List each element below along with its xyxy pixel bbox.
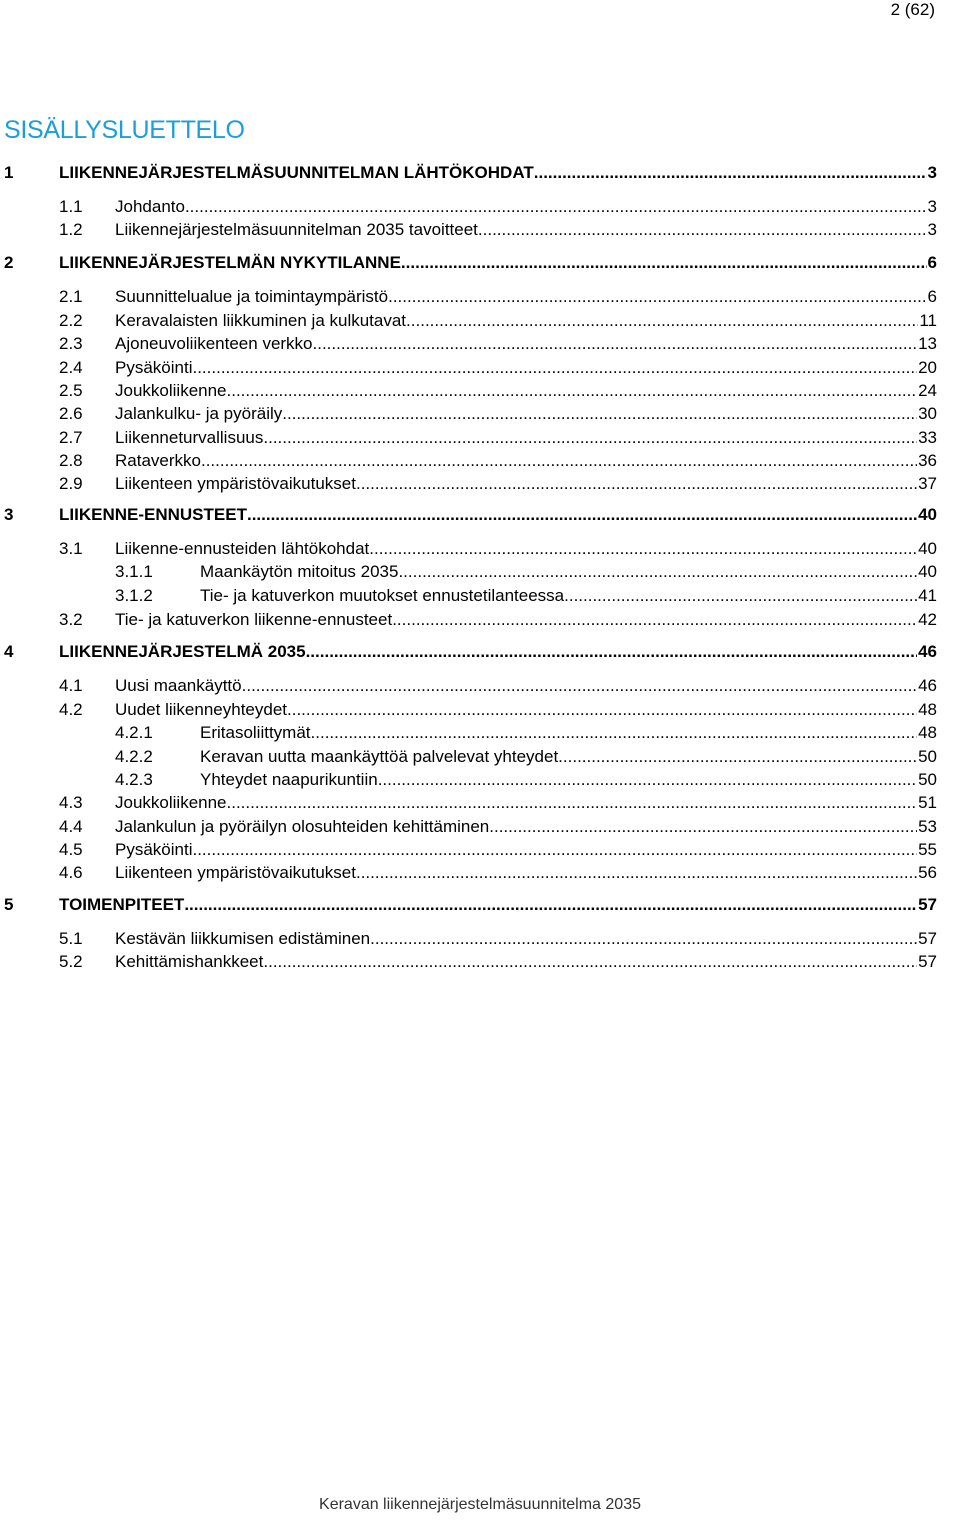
- toc-entry-number: 1.2: [59, 220, 83, 239]
- toc-entry-page: 20: [918, 358, 937, 377]
- toc-dot-leader: [287, 699, 917, 721]
- toc-dot-leader: [227, 792, 918, 814]
- toc-entry-line: [115, 699, 937, 721]
- toc-entry-page: 36: [918, 451, 937, 470]
- toc-entry-number: 4.2: [59, 700, 83, 719]
- toc-entry-title: Maankäytön mitoitus 2035: [200, 562, 399, 581]
- toc-entry[interactable]: [0, 357, 960, 379]
- toc-entry-title: Suunnittelualue ja toimintaympäristö: [115, 287, 389, 306]
- toc-dot-leader: [388, 286, 926, 308]
- toc-entry-number: 3: [4, 505, 14, 524]
- toc-entry-number: 5.1: [59, 929, 83, 948]
- toc-entry-line: [59, 252, 937, 274]
- toc-entry-page: 37: [918, 474, 937, 493]
- toc-entry-number: 4: [4, 642, 14, 661]
- toc-entry-number: 5: [4, 895, 14, 914]
- toc-entry-number: 1: [4, 163, 14, 182]
- toc-dot-leader: [192, 357, 917, 379]
- toc-entry-number: 2.6: [59, 404, 83, 423]
- toc-entry-page: 48: [918, 700, 937, 719]
- toc-entry-page: 40: [918, 539, 937, 558]
- toc-entry-line: [115, 196, 937, 218]
- toc-entry[interactable]: [0, 450, 960, 472]
- toc-entry[interactable]: [0, 722, 960, 744]
- toc-entry-number: 3.1.1: [115, 562, 153, 581]
- toc-entry[interactable]: [0, 585, 960, 607]
- toc-entry-page: 57: [918, 929, 937, 948]
- toc-entry[interactable]: [0, 816, 960, 838]
- toc-entry-page: 55: [918, 840, 937, 859]
- footer-text: Keravan liikennejärjestelmäsuunnitelma 2035: [319, 1496, 641, 1513]
- toc-entry[interactable]: [0, 473, 960, 495]
- toc-entry-number: 3.1: [59, 539, 83, 558]
- toc-entry-number: 2.8: [59, 451, 83, 470]
- toc-entry-number: 5.2: [59, 952, 83, 971]
- toc-entry-title: Kestävän liikkumisen edistäminen: [115, 929, 371, 948]
- toc-entry-title: Eritasoliittymät: [200, 723, 311, 742]
- toc-entry-title: Liikenne-ennusteiden lähtökohdat: [115, 539, 370, 558]
- toc-entry-line: [200, 746, 937, 768]
- toc-dot-leader: [282, 403, 917, 425]
- toc-dot-leader: [184, 894, 917, 916]
- toc-entry-page: 3: [927, 197, 937, 216]
- toc-entry-number: 2.5: [59, 381, 83, 400]
- toc-entry-number: 1.1: [59, 197, 83, 216]
- toc-dot-leader: [406, 310, 918, 332]
- toc-entry-title: LIIKENNEJÄRJESTELMÄSUUNNITELMAN LÄHTÖKOHDAT: [59, 163, 534, 182]
- toc-entry[interactable]: [0, 252, 960, 274]
- toc-entry-title: Keravalaisten liikkuminen ja kulkutavat: [115, 311, 407, 330]
- toc-entry-page: 40: [918, 505, 937, 524]
- toc-entry-page: 57: [918, 952, 937, 971]
- toc-entry-line: [115, 450, 937, 472]
- toc-dot-leader: [185, 196, 927, 218]
- toc-dot-leader: [392, 609, 917, 631]
- toc-entry-page: 3: [927, 220, 937, 239]
- toc-entry-number: 2: [4, 253, 14, 272]
- toc-entry-title: Pysäköinti: [115, 358, 193, 377]
- toc-dot-leader: [564, 585, 917, 607]
- toc-entry-title: Jalankulku- ja pyöräily: [115, 404, 283, 423]
- toc-entry-line: [115, 427, 937, 449]
- toc-entry-number: 4.3: [59, 793, 83, 812]
- toc-entry-number: 4.2.2: [115, 747, 153, 766]
- toc-dot-leader: [263, 427, 917, 449]
- toc-entry-page: 46: [918, 642, 937, 661]
- toc-entry-page: 24: [918, 381, 937, 400]
- toc-entry-page: 50: [918, 770, 937, 789]
- toc-entry-line: [115, 473, 937, 495]
- toc-entry-page: 40: [918, 562, 937, 581]
- toc-entry-line: [115, 951, 937, 973]
- toc-entry-page: 53: [918, 817, 937, 836]
- toc-entry-number: 4.2.3: [115, 770, 153, 789]
- toc-entry-number: 2.9: [59, 474, 83, 493]
- toc-entry[interactable]: [0, 561, 960, 583]
- toc-dot-leader: [356, 862, 917, 884]
- toc-entry-title: Joukkoliikenne: [115, 793, 227, 812]
- toc-entry-line: [115, 792, 937, 814]
- toc-entry-title: Liikennejärjestelmäsuunnitelman 2035 tavoitteet: [115, 220, 478, 239]
- toc-dot-leader: [534, 162, 927, 184]
- toc-dot-leader: [311, 722, 918, 744]
- toc-entry[interactable]: [0, 951, 960, 973]
- toc-entry-number: 4.1: [59, 676, 83, 695]
- toc-entry-page: 56: [918, 863, 937, 882]
- toc-entry-title: Ajoneuvoliikenteen verkko: [115, 334, 313, 353]
- toc-entry-page: 13: [918, 334, 937, 353]
- toc-entry[interactable]: [0, 196, 960, 218]
- toc-entry-number: 2.7: [59, 428, 83, 447]
- toc-dot-leader: [313, 333, 918, 355]
- toc-entry-line: [115, 839, 937, 861]
- toc-entry-page: 57: [918, 895, 937, 914]
- toc-entry-line: [200, 585, 937, 607]
- toc-entry-title: Yhteydet naapurikuntiin: [200, 770, 378, 789]
- toc-entry[interactable]: [0, 609, 960, 631]
- toc-entry-line: [59, 894, 937, 916]
- toc-entry-line: [115, 219, 937, 241]
- toc-entry-number: 2.3: [59, 334, 83, 353]
- toc-entry-line: [115, 380, 937, 402]
- toc-entry-page: 51: [918, 793, 937, 812]
- toc-entry[interactable]: [0, 504, 960, 526]
- toc-entry-line: [200, 722, 937, 744]
- toc-entry-page: 33: [918, 428, 937, 447]
- toc-entry-line: [115, 357, 937, 379]
- toc-entry[interactable]: [0, 219, 960, 241]
- toc-entry-title: Jalankulun ja pyöräilyn olosuhteiden kehittäminen: [115, 817, 490, 836]
- toc-entry-title: LIIKENNEJÄRJESTELMÄN NYKYTILANNE: [59, 253, 401, 272]
- toc-entry-page: 46: [918, 676, 937, 695]
- toc-entry-line: [115, 403, 937, 425]
- toc-entry-line: [115, 675, 937, 697]
- toc-entry-line: [59, 641, 937, 663]
- toc-entry-title: Kehittämishankkeet: [115, 952, 264, 971]
- toc-dot-leader: [242, 675, 917, 697]
- toc-entry-title: Uusi maankäyttö: [115, 676, 242, 695]
- toc-entry-title: LIIKENNE-ENNUSTEET: [59, 505, 247, 524]
- toc-dot-leader: [227, 380, 918, 402]
- toc-entry[interactable]: [0, 928, 960, 950]
- toc-entry-line: [115, 816, 937, 838]
- toc-entry-title: Liikenteen ympäristövaikutukset: [115, 863, 356, 882]
- toc-entry[interactable]: [0, 538, 960, 560]
- toc-entry-page: 30: [918, 404, 937, 423]
- toc-entry-page: 6: [927, 287, 937, 306]
- toc-entry-number: 3.1.2: [115, 586, 153, 605]
- toc-entry[interactable]: [0, 839, 960, 861]
- toc-entry-line: [200, 561, 937, 583]
- toc-entry-number: 4.6: [59, 863, 83, 882]
- toc-entry-line: [115, 333, 937, 355]
- toc-dot-leader: [356, 473, 917, 495]
- toc-entry-title: Liikenteen ympäristövaikutukset: [115, 474, 356, 493]
- toc-dot-leader: [370, 928, 917, 950]
- toc-entry[interactable]: [0, 162, 960, 184]
- toc-entry[interactable]: [0, 746, 960, 768]
- toc-entry-page: 50: [918, 747, 937, 766]
- toc-entry-line: [115, 862, 937, 884]
- toc-dot-leader: [398, 561, 917, 583]
- toc-entry-line: [115, 609, 937, 631]
- toc-entry[interactable]: [0, 894, 960, 916]
- toc-entry[interactable]: [0, 641, 960, 663]
- toc-dot-leader: [263, 951, 917, 973]
- toc-entry-title: Pysäköinti: [115, 840, 193, 859]
- toc-entry-title: Keravan uutta maankäyttöä palvelevat yhteydet: [200, 747, 559, 766]
- toc-entry-title: Liikenneturvallisuus: [115, 428, 264, 447]
- toc-entry[interactable]: [0, 699, 960, 721]
- toc-entry-line: [115, 286, 937, 308]
- toc-entry-number: 2.4: [59, 358, 83, 377]
- toc-entry-page: 41: [918, 586, 937, 605]
- toc-entry-title: Johdanto: [115, 197, 185, 216]
- toc-entry-line: [59, 504, 937, 526]
- toc-entry-page: 48: [918, 723, 937, 742]
- toc-dot-leader: [247, 504, 917, 526]
- toc-entry[interactable]: [0, 769, 960, 791]
- toc-dot-leader: [489, 816, 917, 838]
- toc-entry-title: TOIMENPITEET: [59, 895, 185, 914]
- toc-dot-leader: [306, 641, 918, 663]
- toc-entry-title: Uudet liikenneyhteydet: [115, 700, 288, 719]
- toc-entry-number: 4.2.1: [115, 723, 153, 742]
- toc-entry-page: 3: [927, 163, 937, 182]
- toc-entry-page: 6: [927, 253, 937, 272]
- toc-entry-page: 11: [919, 311, 937, 330]
- toc-entry[interactable]: [0, 427, 960, 449]
- toc-entry[interactable]: [0, 310, 960, 332]
- toc-entry[interactable]: [0, 792, 960, 814]
- toc-entry[interactable]: [0, 286, 960, 308]
- toc-entry-line: [200, 769, 937, 791]
- toc-entry[interactable]: [0, 675, 960, 697]
- toc-entry[interactable]: [0, 403, 960, 425]
- toc-entry-number: 2.2: [59, 311, 83, 330]
- toc-entry-line: [115, 928, 937, 950]
- toc-dot-leader: [558, 746, 917, 768]
- toc-dot-leader: [478, 219, 927, 241]
- toc-dot-leader: [201, 450, 917, 472]
- toc-entry-number: 2.1: [59, 287, 83, 306]
- toc-entry-line: [115, 310, 937, 332]
- toc-dot-leader: [401, 252, 927, 274]
- toc-entry-number: 3.2: [59, 610, 83, 629]
- toc-title: SISÄLLYSLUETTELO: [4, 116, 245, 144]
- toc-entry-page: 42: [918, 610, 937, 629]
- toc-entry-title: Tie- ja katuverkon liikenne-ennusteet: [115, 610, 393, 629]
- page-number: 2 (62): [890, 0, 935, 19]
- toc-entry[interactable]: [0, 333, 960, 355]
- toc-entry-title: LIIKENNEJÄRJESTELMÄ 2035: [59, 642, 306, 661]
- toc-entry-line: [115, 538, 937, 560]
- toc-entry-number: 4.5: [59, 840, 83, 859]
- toc-dot-leader: [369, 538, 917, 560]
- toc-entry-title: Tie- ja katuverkon muutokset ennustetilanteessa: [200, 586, 565, 605]
- toc-dot-leader: [192, 839, 917, 861]
- toc-entry-number: 4.4: [59, 817, 83, 836]
- toc-entry[interactable]: [0, 862, 960, 884]
- toc-entry-title: Joukkoliikenne: [115, 381, 227, 400]
- toc-dot-leader: [378, 769, 917, 791]
- toc-entry-title: Rataverkko: [115, 451, 201, 470]
- toc-entry[interactable]: [0, 380, 960, 402]
- toc-entry-line: [59, 162, 937, 184]
